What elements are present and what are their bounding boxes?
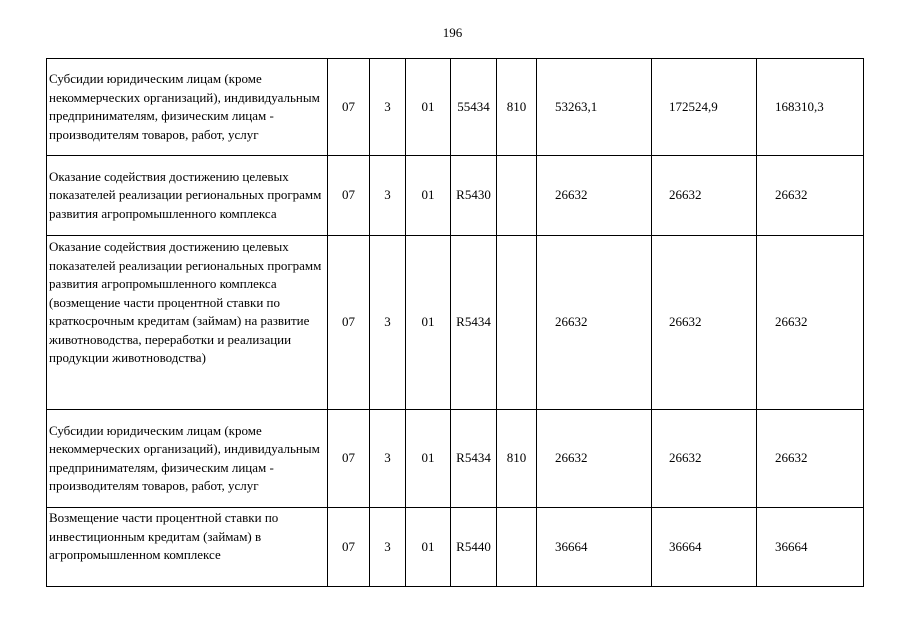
amount-1-cell: 26632 <box>537 410 652 508</box>
table-row <box>47 236 864 410</box>
amount-3-cell: 168310,3 <box>757 59 864 156</box>
amount-3-cell: 36664 <box>757 508 864 587</box>
expense-type-cell <box>497 236 537 410</box>
row-description: Субсидии юридическим лицам (кроме некоммерческих организаций), индивидуальным предпринимателям, физическим лицам - производителям товаров, работ, услуг <box>47 59 328 156</box>
amount-2-cell: 26632 <box>652 410 757 508</box>
section-cell: 07 <box>328 508 370 587</box>
group-cell: 01 <box>406 59 451 156</box>
amount-2-cell: 26632 <box>652 156 757 236</box>
subsection-cell: 3 <box>370 410 406 508</box>
amount-1-cell: 26632 <box>537 156 652 236</box>
group-cell: 01 <box>406 508 451 587</box>
amount-2-cell: 36664 <box>652 508 757 587</box>
amount-1-cell: 26632 <box>537 236 652 410</box>
amount-3-cell: 26632 <box>757 156 864 236</box>
expense-type-cell: 810 <box>497 59 537 156</box>
group-cell: 01 <box>406 156 451 236</box>
row-description: Оказание содействия достижению целевых показателей реализации региональных программ развития агропромышленного комплекса <box>47 156 328 236</box>
subsection-cell: 3 <box>370 236 406 410</box>
budget-table <box>46 58 864 587</box>
group-cell: 01 <box>406 236 451 410</box>
table-row <box>47 410 864 508</box>
row-description: Возмещение части процентной ставки по инвестиционным кредитам (займам) в агропромышленном комплексе <box>47 508 328 587</box>
expense-type-cell: 810 <box>497 410 537 508</box>
section-cell: 07 <box>328 59 370 156</box>
amount-1-cell: 53263,1 <box>537 59 652 156</box>
amount-1-cell: 36664 <box>537 508 652 587</box>
target-code-cell: R5440 <box>451 508 497 587</box>
table-row <box>47 508 864 587</box>
table-row <box>47 156 864 236</box>
section-cell: 07 <box>328 156 370 236</box>
group-cell: 01 <box>406 410 451 508</box>
expense-type-cell <box>497 508 537 587</box>
row-description: Оказание содействия достижению целевых показателей реализации региональных программ развития агропромышленного комплекса (возмещение части процентной ставки по краткосрочным кредитам (займам) на развитие животноводства, переработки и реализации продукции животноводства) <box>47 236 328 410</box>
amount-3-cell: 26632 <box>757 236 864 410</box>
target-code-cell: 55434 <box>451 59 497 156</box>
target-code-cell: R5434 <box>451 236 497 410</box>
target-code-cell: R5434 <box>451 410 497 508</box>
row-description: Субсидии юридическим лицам (кроме некоммерческих организаций), индивидуальным предпринимателям, физическим лицам - производителям товаров, работ, услуг <box>47 410 328 508</box>
section-cell: 07 <box>328 236 370 410</box>
subsection-cell: 3 <box>370 59 406 156</box>
subsection-cell: 3 <box>370 156 406 236</box>
target-code-cell: R5430 <box>451 156 497 236</box>
expense-type-cell <box>497 156 537 236</box>
amount-2-cell: 172524,9 <box>652 59 757 156</box>
subsection-cell: 3 <box>370 508 406 587</box>
section-cell: 07 <box>328 410 370 508</box>
amount-2-cell: 26632 <box>652 236 757 410</box>
table-row <box>47 59 864 156</box>
amount-3-cell: 26632 <box>757 410 864 508</box>
page-number: 196 <box>442 25 463 40</box>
